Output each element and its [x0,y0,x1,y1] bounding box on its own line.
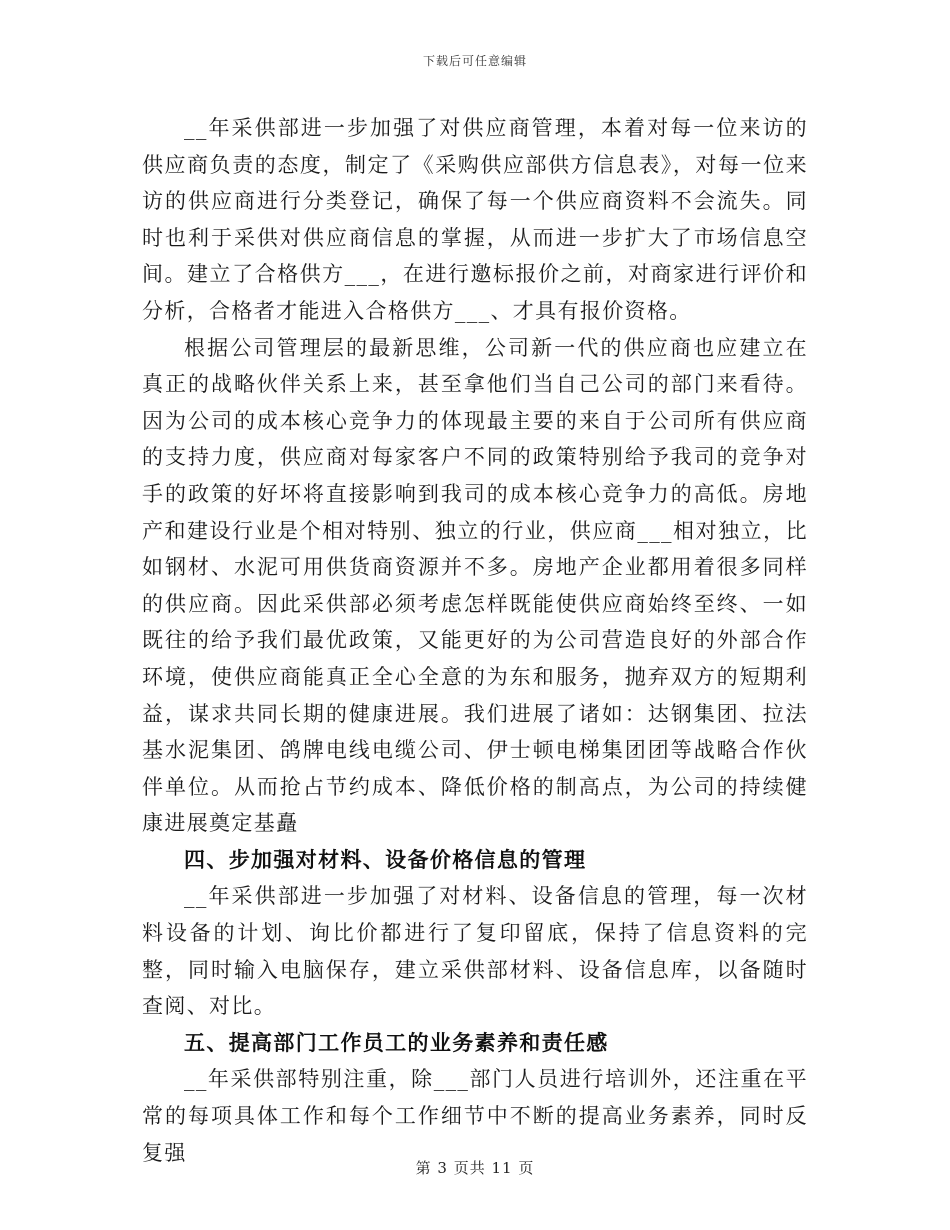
page-number: 第 3 页共 11 页 [415,1159,535,1177]
header-note: 下载后可任意编辑 [422,54,527,68]
document-body [142,110,808,1171]
section-heading-price-info: 四、步加强对材料、设备价格信息的管理 [184,846,587,872]
paragraph-staff-quality: __年采供部特别注重，除___部门人员进行培训外，还注重在平常的每项具体工作和每个工作细节中不断的提高业务素养，同时反复强 [142,1067,808,1165]
paragraph-supplier-management: __年采供部进一步加强了对供应商管理，本着对每一位来访的供应商负责的态度，制定了《采购供应部供方信息表》，对每一位来访的供应商进行分类登记，确保了每一个供应商资料不会流失。同时也利于采供对供应商信息的掌握，从而进一步扩大了市场信息空间。建立了合格供方___，在进行邀标报价之前，对商家进行评价和分析，合格者才能进入合格供方___、才具有报价资格。 [142,116,808,323]
section-heading-staff-quality: 五、提高部门工作员工的业务素养和责任感 [184,1029,609,1055]
paragraph-price-info: __年采供部进一步加强了对材料、设备信息的管理，每一次材料设备的计划、询比价都进行了复印留底，保持了信息资料的完整，同时输入电脑保存，建立采供部材料、设备信息库，以备随时查阅、对比。 [142,884,808,1019]
paragraph-strategic-partners: 根据公司管理层的最新思维，公司新一代的供应商也应建立在真正的战略伙伴关系上来，甚至拿他们当自己公司的部门来看待。因为公司的成本核心竞争力的体现最主要的来自于公司所有供应商的支持力度，供应商对每家客户不同的政策特别给予我司的竞争对手的政策的好坏将直接影响到我司的成本核心竞争力的高低。房地产和建设行业是个相对特别、独立的行业，供应商___相对独立，比如钢材、水泥可用供货商资源并不多。房地产企业都用着很多同样的供应商。因此采供部必须考虑怎样既能使供应商始终至终、一如既往的给予我们最优政策，又能更好的为公司营造良好的外部合作环境，使供应商能真正全心全意的为东和服务，抛弃双方的短期利益，谋求共同长期的健康进展。我们进展了诸如：达钢集团、拉法基水泥集团、鸽牌电线电缆公司、伊士顿电梯集团团等战略合作伙伴单位。从而抢占节约成本、降低价格的制高点，为公司的持续健康进展奠定基矗 [142,335,808,836]
